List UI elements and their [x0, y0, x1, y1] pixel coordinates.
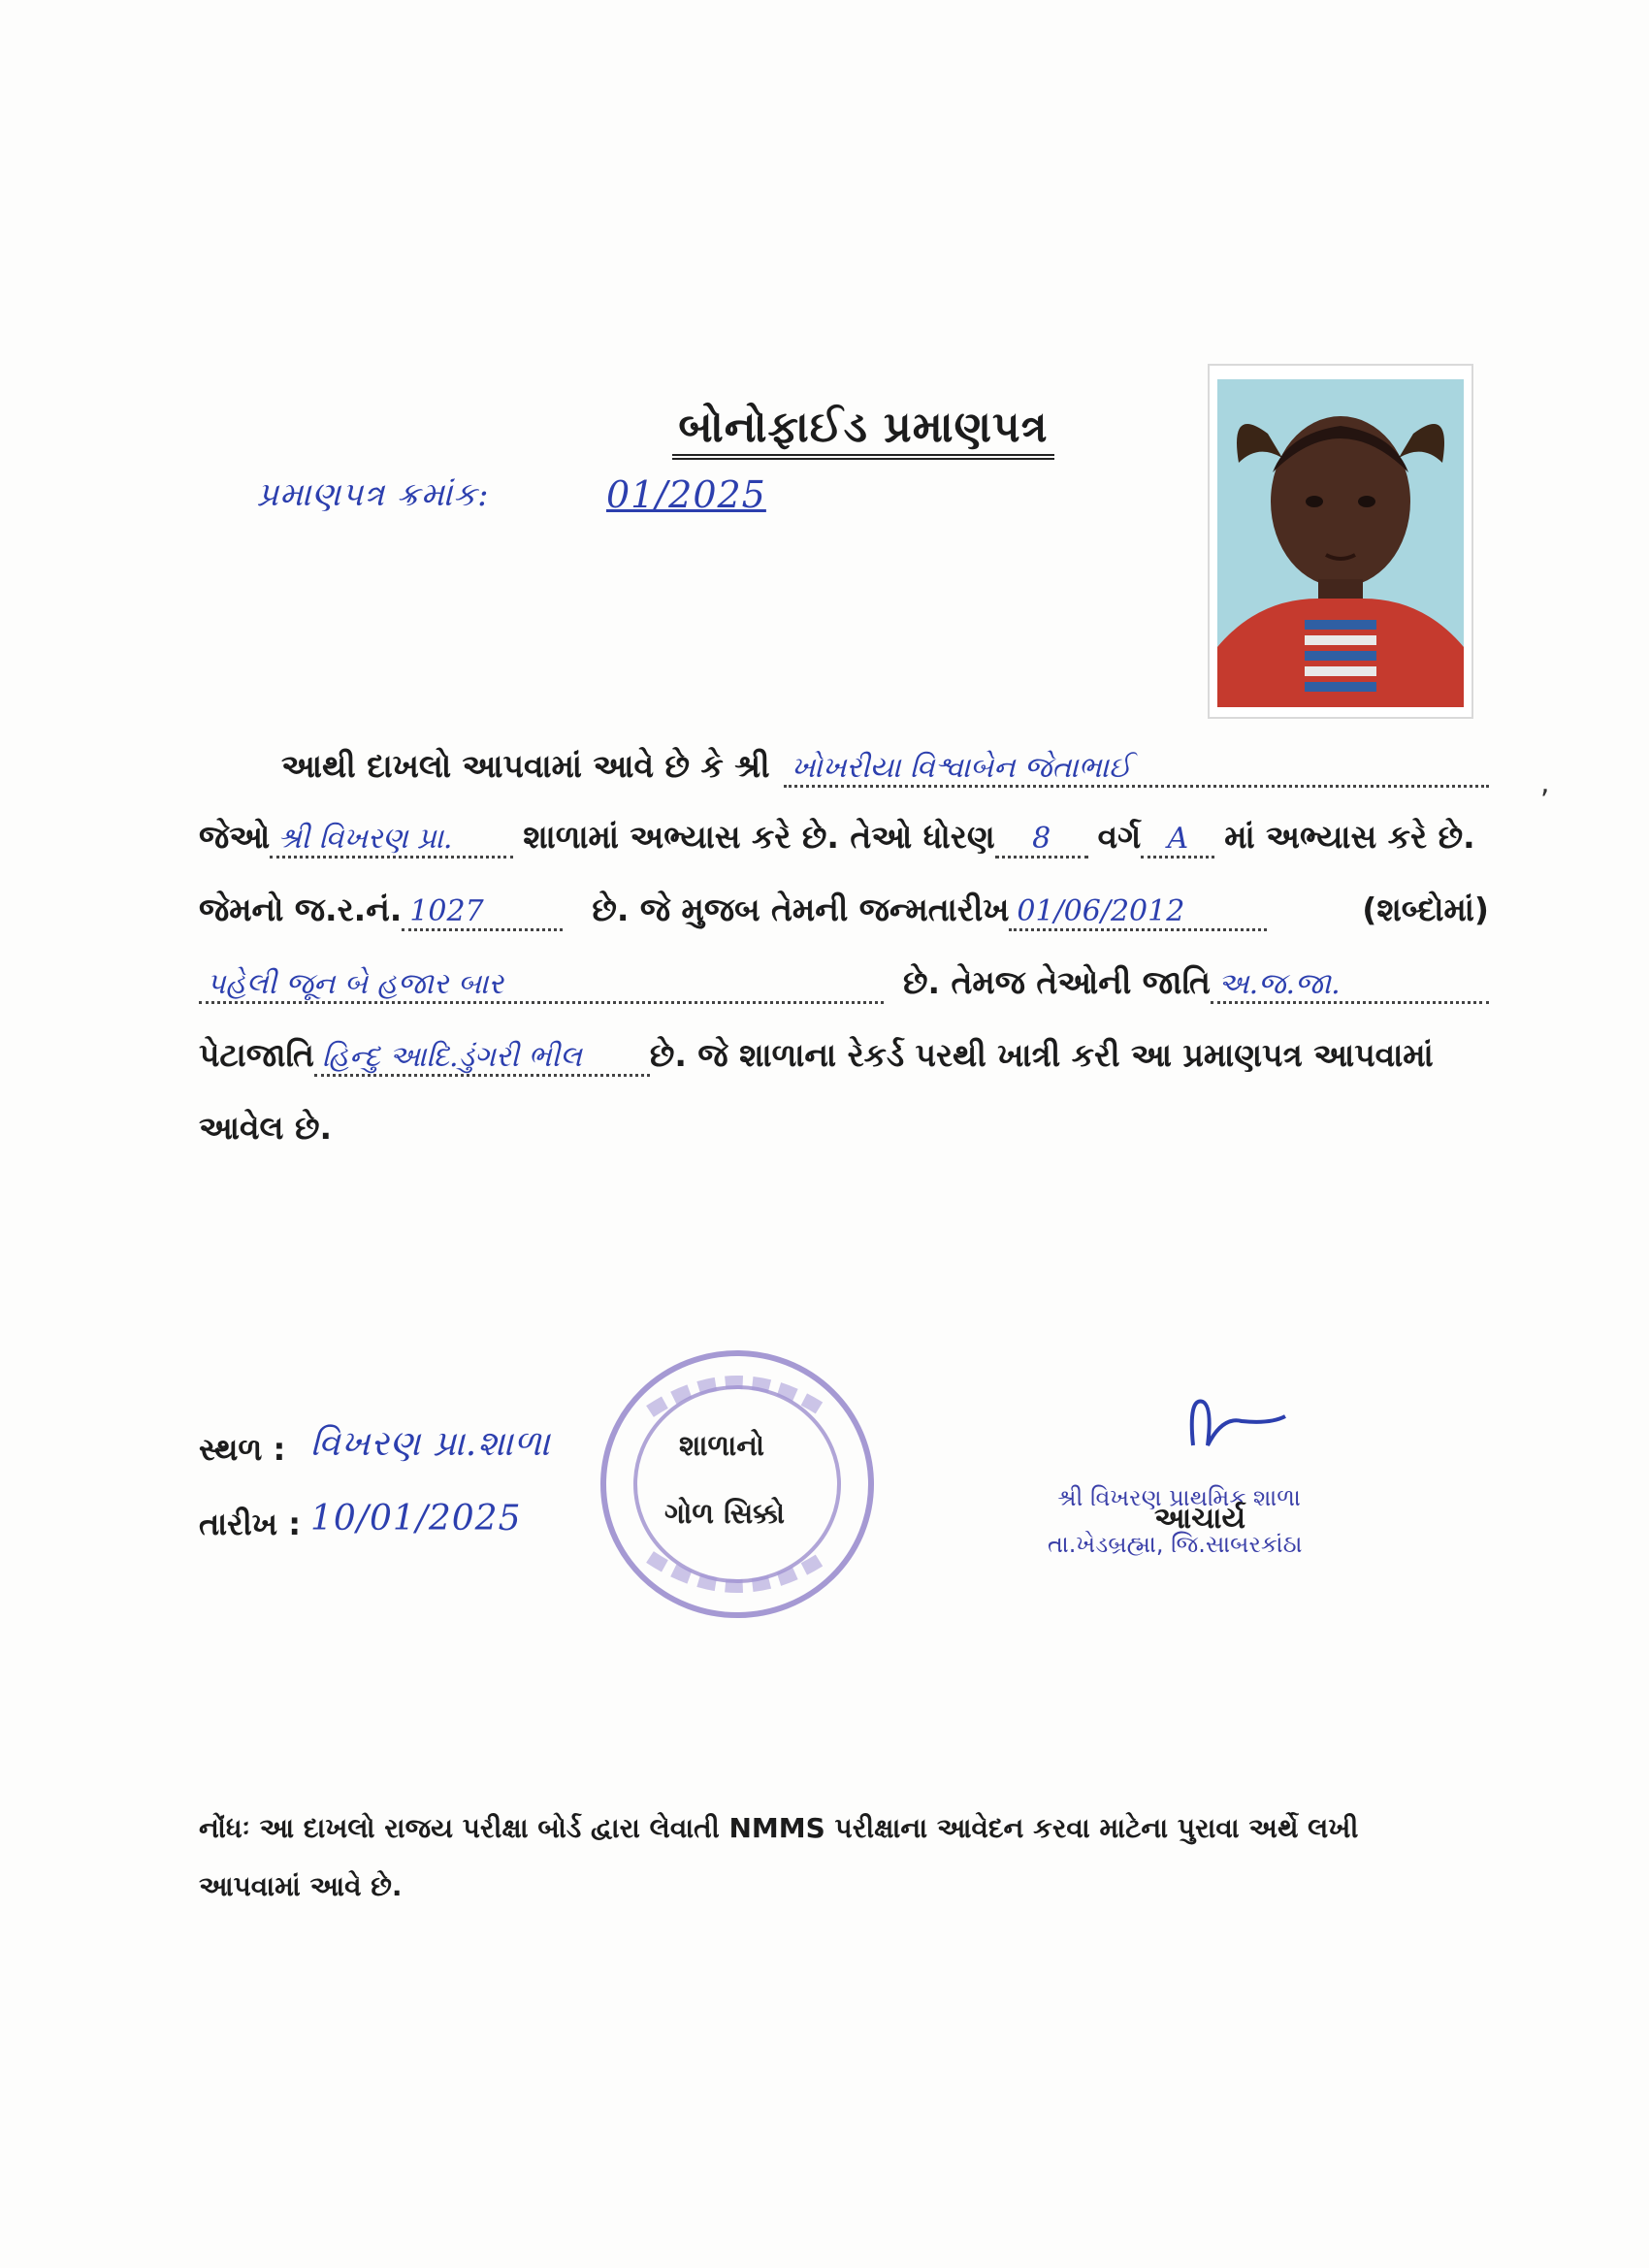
sub-caste: હિન્દુ આદિ.ડુંગરી ભીલ — [314, 1040, 650, 1077]
student-name: ખોખરીયા વિશ્વાબેન જેતાભાઈ — [784, 751, 1489, 788]
gr-number: 1027 — [402, 894, 563, 931]
signature-icon — [1048, 1387, 1397, 1465]
body-line-6: આવેલ છે. — [199, 1109, 333, 1147]
principal-stamp-line-1: શ્રી વિખરણ પ્રાથમિક શાળા — [1057, 1484, 1301, 1511]
body-line-2: જેઓ શ્રી વિખરણ પ્રા. શાળામાં અભ્યાસ કરે છે. તેઓ ધોરણ 8 વર્ગ A માં અભ્યાસ કરે છે. — [199, 818, 1489, 876]
body-line-1: આથી દાખલો આપવામાં આવે છે કે શ્રી ખોખરીયા વિશ્વાબેન જેતાભાઈ — [281, 747, 1489, 805]
seal-stamp-icon — [592, 1344, 883, 1625]
place-value: વિખરણ પ્રા.શાળા — [310, 1424, 551, 1464]
principal-stamp-line-2: તા.ખેડબ્રહ્મા, જિ.સાબરકાંઠા — [1048, 1531, 1303, 1558]
date-of-birth: 01/06/2012 — [1009, 894, 1267, 931]
date-value: 10/01/2025 — [310, 1499, 522, 1539]
note-line-2: આપવામાં આવે છે. — [199, 1870, 403, 1902]
seal-line-2: ગોળ સિક્કો — [664, 1497, 785, 1530]
note — [199, 1799, 1460, 1916]
student-photo — [1208, 364, 1473, 719]
caste: અ.જ.જા. — [1211, 967, 1489, 1004]
principal-role: આચાર્ય — [1154, 1502, 1246, 1536]
serial-value: 01/2025 — [606, 473, 766, 516]
division: A — [1141, 822, 1214, 859]
stray-mark: , — [1540, 766, 1550, 800]
seal-line-1: શાળાનો — [679, 1429, 765, 1462]
place-label: સ્થળ : — [199, 1431, 286, 1468]
certificate-title: બોનોફાઈડ પ્રમાણપત્ર — [0, 403, 1649, 460]
body-line-5: પેટાજાતિ હિન્દુ આદિ.ડુંગરી ભીલ છે. જે શાળાના રેકર્ડ પરથી ખાત્રી કરી આ પ્રમાણપત્ર આપવામાં — [199, 1036, 1489, 1094]
principal-signature-block — [1048, 1387, 1397, 1562]
school-seal — [592, 1344, 883, 1625]
body-line-4: પહેલી જૂન બે હજાર બાર છે. તેમજ તેઓની જાતિ અ.જ.જા. — [199, 963, 1489, 1021]
school-name: શ્રી વિખરણ પ્રા. — [270, 822, 513, 859]
note-line-1: નોંધઃ આ દાખલો રાજય પરીક્ષા બોર્ડ દ્વારા લેવાતી NMMS પરીક્ષાના આવેદન કરવા માટેના પુરાવા અર્થે લખી — [199, 1812, 1359, 1844]
dob-in-words: પહેલી જૂન બે હજાર બાર — [199, 967, 884, 1004]
date-label: તારીખ : — [199, 1506, 301, 1542]
standard: 8 — [995, 822, 1088, 859]
student-photo-image — [1210, 366, 1471, 717]
serial-label: પ્રમાણપત્ર ક્રમાંક: — [257, 475, 490, 514]
body-line-3: જેમનો જ.ર.નં. 1027 છે. જે મુજબ તેમની જન્મતારીખ 01/06/2012 (શબ્દોમાં) — [199, 891, 1489, 949]
